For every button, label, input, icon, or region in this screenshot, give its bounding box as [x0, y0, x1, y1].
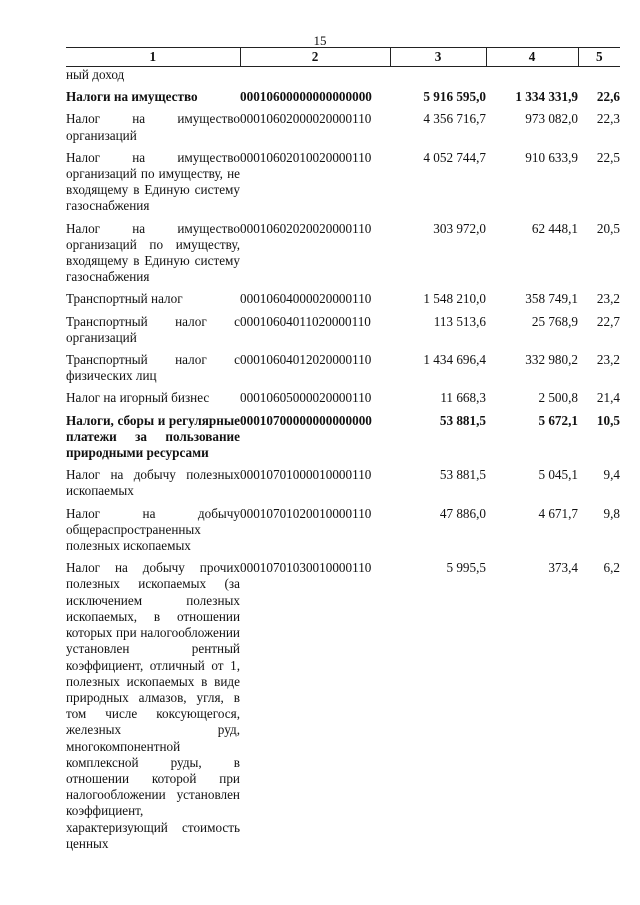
cell-name: Налог на игорный бизнес — [66, 390, 210, 406]
cell-v3 — [390, 67, 486, 90]
cell-v5: 23,2 — [596, 352, 620, 368]
cell-v3: 5 995,5 — [446, 560, 486, 576]
cell-v5: 21,4 — [596, 390, 620, 406]
cell-v3: 1 434 696,4 — [423, 352, 486, 368]
column-header-1: 1 — [66, 48, 240, 67]
cell-v4: 332 980,2 — [525, 352, 578, 368]
cell-v4: 910 633,9 — [525, 149, 578, 165]
cell-v5: 10,5 — [596, 412, 620, 428]
table-header-row — [66, 48, 620, 67]
cell-v5: 23,2 — [596, 291, 620, 307]
cell-v5: 22,5 — [596, 149, 620, 165]
cell-code: 00010701000010000110 — [240, 467, 372, 483]
cell-v5: 22,6 — [596, 89, 620, 105]
cell-v4: 358 749,1 — [525, 291, 578, 307]
cell-name: Налог на добычу прочих полезных ископаемых (за исключением полезных ископаемых, в отношении которых при налогообложении установлен рентный коэффициент, отличный от 1, полезных ископаемых в виде природных алмазов, угля, в том числе коксующегося, железных руд, многокомпонентной комплексной руды, в отношении которой при налогообложении установлен коэффициент, характеризующий стоимость ценных — [66, 560, 240, 851]
table-row — [66, 150, 620, 221]
cell-code: 00010701020010000110 — [240, 505, 372, 521]
cell-v3: 1 548 210,0 — [423, 291, 486, 307]
cell-v4: 1 334 331,9 — [515, 89, 578, 105]
page-number: 15 — [313, 33, 327, 48]
cell-v3: 4 356 716,7 — [423, 111, 486, 127]
cell-v3: 53 881,5 — [439, 412, 486, 428]
cell-v5: 22,7 — [596, 313, 620, 329]
cell-v4: 973 082,0 — [525, 111, 578, 127]
table-row — [66, 390, 620, 412]
cell-name: Транспортный налог с организаций — [66, 313, 240, 345]
cell-v4: 373,4 — [548, 560, 578, 576]
table-row — [66, 506, 620, 561]
cell-code: 00010604000020000110 — [240, 291, 372, 307]
table-row — [66, 352, 620, 390]
table-row — [66, 111, 620, 149]
table-row — [66, 314, 620, 352]
table-row — [66, 89, 620, 111]
column-header-3: 3 — [390, 48, 486, 67]
table-row — [66, 221, 620, 292]
cell-v3: 5 916 595,0 — [423, 89, 486, 105]
column-header-2: 2 — [240, 48, 390, 67]
cell-v3: 47 886,0 — [439, 505, 486, 521]
cell-v5: 6,2 — [603, 560, 620, 576]
cell-name: Транспортный налог с физических лиц — [66, 352, 240, 384]
cell-v4: 62 448,1 — [531, 220, 578, 236]
cell-code: 00010602020020000110 — [240, 220, 372, 236]
column-header-5: 5 — [578, 48, 620, 67]
cell-v5 — [578, 67, 620, 90]
cell-v3: 4 052 744,7 — [423, 149, 486, 165]
cell-name: Налоги, сборы и регулярные платежи за пользование природными ресурсами — [66, 412, 240, 461]
cell-name: Налог на имущество организаций по имуществу, не входящему в Единую систему газоснабжения — [66, 149, 240, 214]
table-row — [66, 291, 620, 313]
cell-v5: 9,8 — [603, 505, 620, 521]
cell-code: 00010604011020000110 — [240, 313, 371, 329]
cell-v5: 9,4 — [603, 467, 620, 483]
cell-v5: 20,5 — [596, 220, 620, 236]
cell-name: Налог на имущество организаций — [66, 111, 240, 143]
cell-v4: 25 768,9 — [531, 313, 578, 329]
cell-code: 00010602000020000110 — [240, 111, 372, 127]
cell-code — [240, 67, 390, 90]
cell-name: Налоги на имущество — [66, 89, 198, 105]
cell-name: ный доход — [66, 67, 125, 82]
table-row — [66, 560, 620, 858]
cell-name: Транспортный налог — [66, 291, 183, 307]
cell-v4: 2 500,8 — [538, 390, 578, 406]
budget-table — [66, 47, 620, 858]
table-row — [66, 467, 620, 505]
cell-code: 00010605000020000110 — [240, 390, 372, 406]
cell-v4: 5 045,1 — [538, 467, 578, 483]
cell-v3: 303 972,0 — [433, 220, 486, 236]
table-row — [66, 67, 620, 90]
cell-v5: 22,3 — [596, 111, 620, 127]
cell-code: 00010602010020000110 — [240, 149, 372, 165]
cell-v3: 11 668,3 — [440, 390, 486, 406]
cell-code: 00010700000000000000 — [240, 412, 372, 428]
table-row — [66, 413, 620, 468]
cell-v3: 113 513,6 — [433, 313, 486, 329]
cell-name: Налог на добычу полезных ископаемых — [66, 467, 240, 499]
cell-name: Налог на добычу общераспространенных полезных ископаемых — [66, 505, 240, 554]
cell-code: 00010604012020000110 — [240, 352, 372, 368]
cell-name: Налог на имущество организаций по имуществу, входящему в Единую систему газоснабжения — [66, 220, 240, 285]
cell-v3: 53 881,5 — [439, 467, 486, 483]
cell-code: 00010701030010000110 — [240, 560, 372, 576]
column-header-4: 4 — [486, 48, 578, 67]
cell-code: 00010600000000000000 — [240, 89, 372, 105]
cell-v4: 4 671,7 — [538, 505, 578, 521]
cell-v4 — [486, 67, 578, 90]
cell-v4: 5 672,1 — [538, 412, 578, 428]
